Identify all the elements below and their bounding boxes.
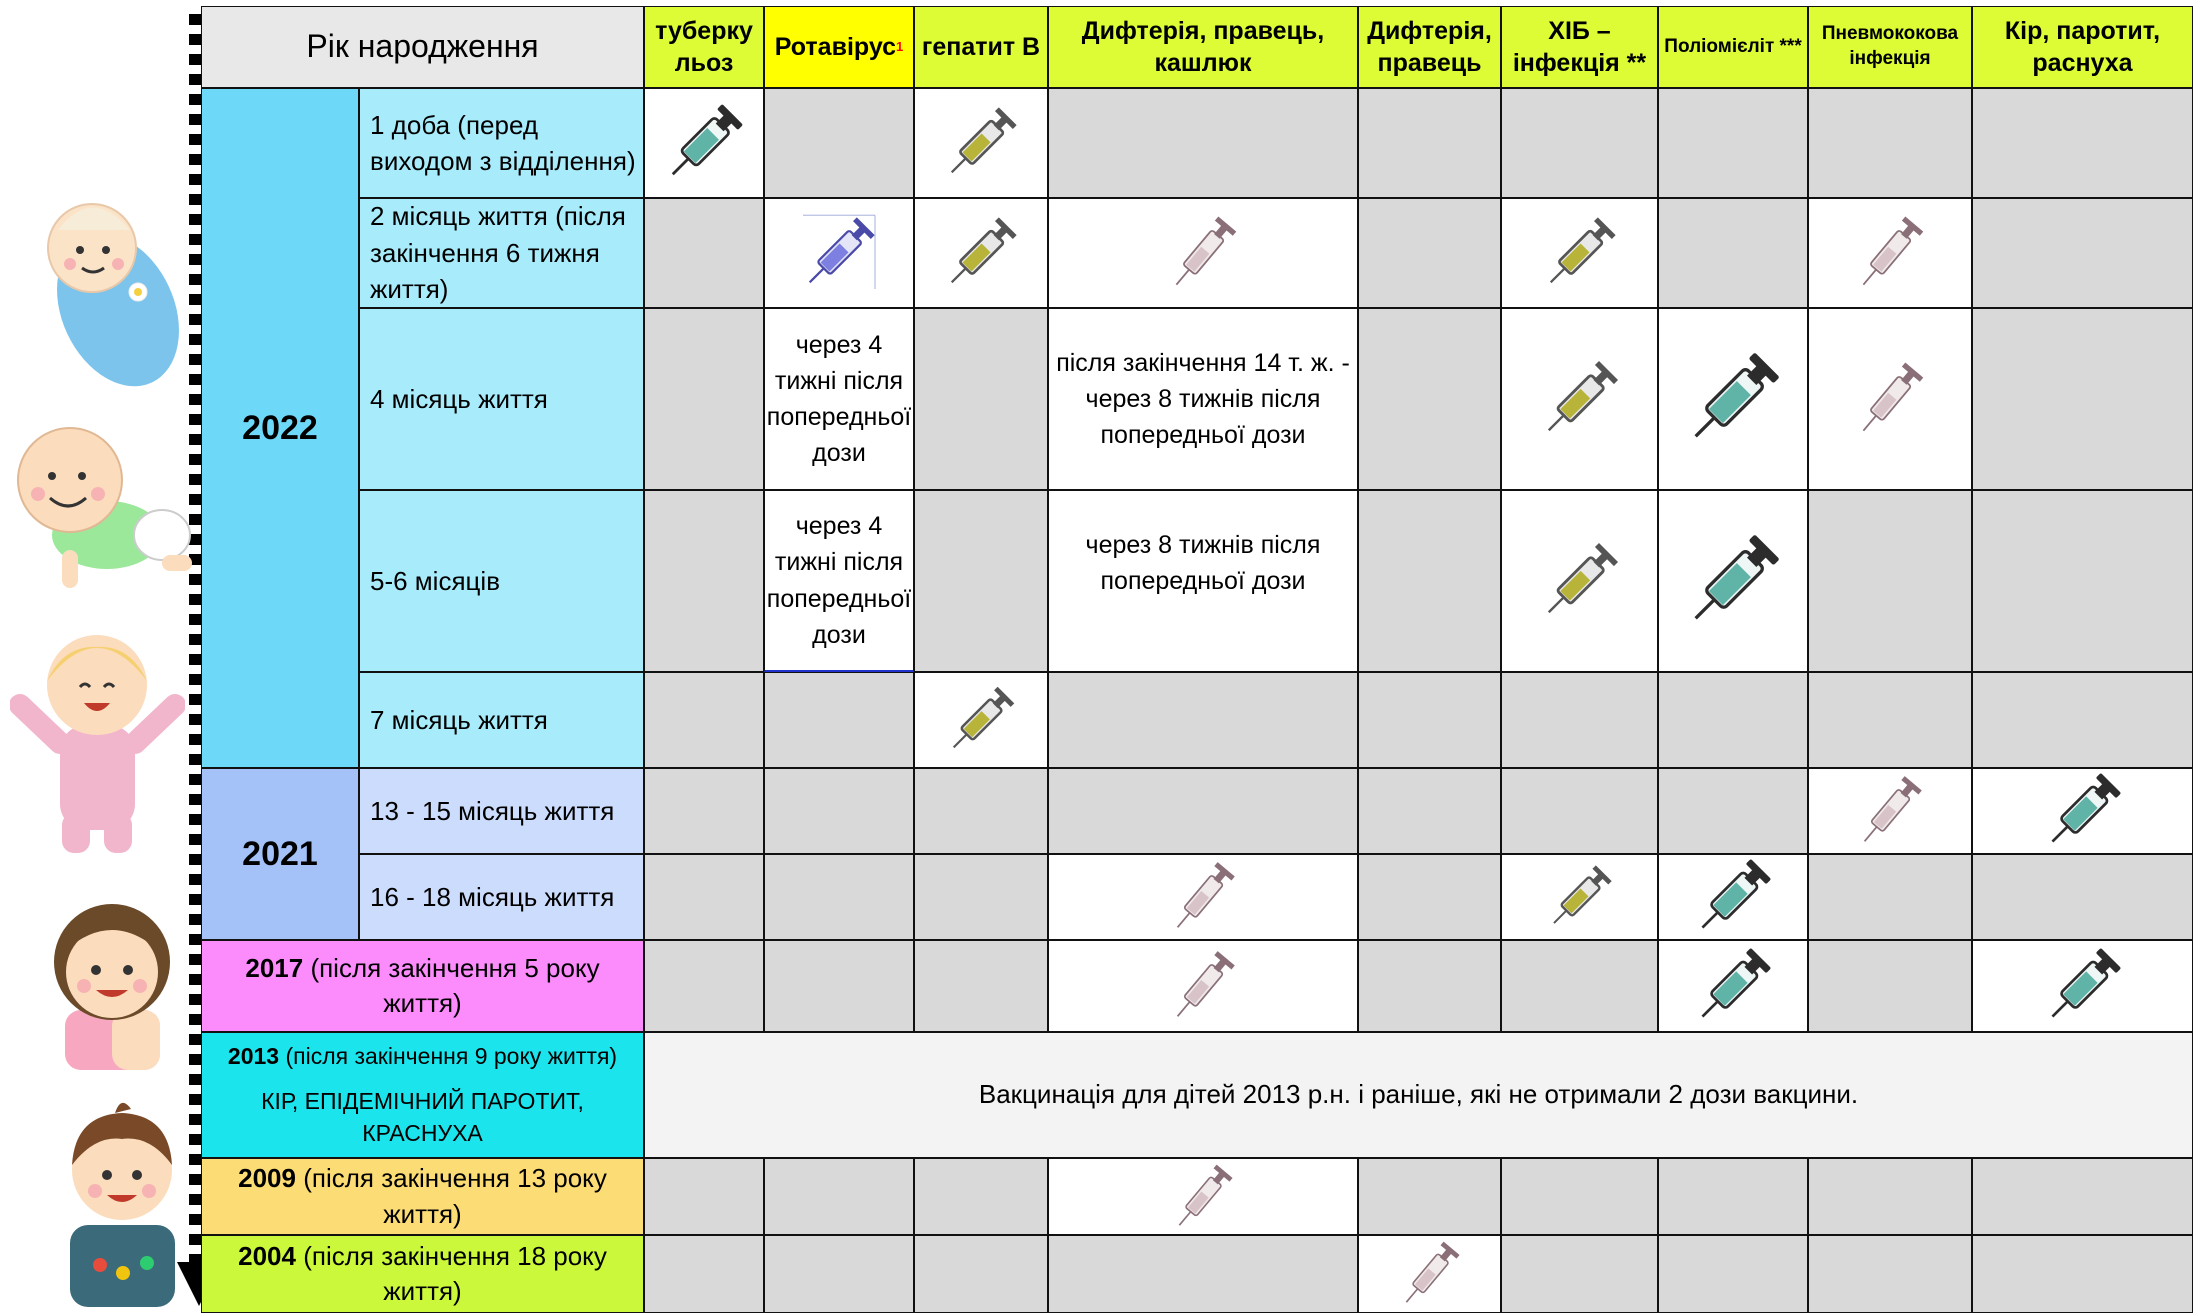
cell-m1618-tb bbox=[644, 854, 764, 940]
syringe-icon bbox=[658, 97, 750, 189]
cell-m7-tb bbox=[644, 672, 764, 768]
cell-m4-rota-note: через 4 тижні після попередньої дози bbox=[764, 308, 914, 490]
cell-2004-hepb bbox=[914, 1235, 1048, 1313]
cell-m56-hib bbox=[1501, 490, 1658, 672]
header-hepatitis-b: гепатит В bbox=[914, 6, 1048, 88]
syringe-icon bbox=[2038, 768, 2128, 854]
cell-m1315-pcv bbox=[1808, 768, 1972, 854]
cell-m7-mmr bbox=[1972, 672, 2193, 768]
cell-m2-tb bbox=[644, 198, 764, 308]
cell-m4-dt bbox=[1358, 308, 1501, 490]
cell-m56-dtp-note: через 8 тижнів після попередньої дози bbox=[1048, 490, 1358, 672]
syringe-icon bbox=[1678, 344, 1788, 454]
header-dtp: Дифтерія, правець, кашлюк bbox=[1048, 6, 1358, 88]
syringe-icon bbox=[1532, 351, 1628, 447]
cell-2009-hepb bbox=[914, 1158, 1048, 1235]
cell-day1-hepb bbox=[914, 88, 1048, 198]
row-2013-sub: КІР, ЕПІДЕМІЧНИЙ ПАРОТИТ, КРАСНУХА bbox=[261, 1088, 584, 1146]
cell-2009-dtp bbox=[1048, 1158, 1358, 1235]
crawling-baby-icon bbox=[12, 410, 202, 605]
cell-2017-rota bbox=[764, 940, 914, 1032]
cell-day1-dt bbox=[1358, 88, 1501, 198]
cell-m56-hepb bbox=[914, 490, 1048, 672]
age-month-4: 4 місяць життя bbox=[359, 308, 644, 490]
cell-day1-polio bbox=[1658, 88, 1808, 198]
rotavirus-footnote: 1 bbox=[896, 38, 904, 54]
row-2004-text bbox=[212, 1239, 633, 1309]
syringe-icon bbox=[1847, 768, 1933, 854]
cell-m1315-tb bbox=[644, 768, 764, 854]
cell-2017-dt bbox=[1358, 940, 1501, 1032]
year-2022: 2022 bbox=[201, 88, 359, 768]
cell-m7-dtp bbox=[1048, 672, 1358, 768]
age-month-16-18: 16 - 18 місяць життя bbox=[359, 854, 644, 940]
cell-day1-rota bbox=[764, 88, 914, 198]
cell-m4-mmr bbox=[1972, 308, 2193, 490]
cell-2017-pcv bbox=[1808, 940, 1972, 1032]
syringe-icon bbox=[1845, 208, 1935, 298]
syringe-icon bbox=[1532, 533, 1628, 629]
cell-2009-mmr bbox=[1972, 1158, 2193, 1235]
cell-m56-mmr bbox=[1972, 490, 2193, 672]
row-2013-year: 2013 bbox=[227, 1043, 280, 1070]
cell-2004-dt bbox=[1358, 1235, 1501, 1313]
cell-m2-dtp bbox=[1048, 198, 1358, 308]
cell-2009-polio bbox=[1658, 1158, 1808, 1235]
row-2004-note: (після закінчення 18 року життя) bbox=[303, 1240, 607, 1306]
age-month-7: 7 місяць життя bbox=[359, 672, 644, 768]
cell-m1618-dtp bbox=[1048, 854, 1358, 940]
syringe-icon bbox=[1160, 943, 1246, 1029]
cell-2017-hepb bbox=[914, 940, 1048, 1032]
cell-2004-polio bbox=[1658, 1235, 1808, 1313]
cell-m1618-rota bbox=[764, 854, 914, 940]
syringe-icon bbox=[1688, 941, 1778, 1031]
row-2017-note: (після закінчення 5 року життя) bbox=[310, 952, 600, 1018]
cell-day1-hib bbox=[1501, 88, 1658, 198]
header-tuberculosis: туберку льоз bbox=[644, 6, 764, 88]
cell-day1-tb bbox=[644, 88, 764, 198]
cell-m4-tb bbox=[644, 308, 764, 490]
row-2009-text bbox=[212, 1161, 633, 1231]
cell-2004-mmr bbox=[1972, 1235, 2193, 1313]
syringe-icon bbox=[936, 98, 1026, 188]
cell-2009-tb bbox=[644, 1158, 764, 1235]
cell-m4-hib bbox=[1501, 308, 1658, 490]
cell-m7-rota bbox=[764, 672, 914, 768]
cell-m1618-mmr bbox=[1972, 854, 2193, 940]
syringe-icon bbox=[2038, 941, 2128, 1031]
cell-m1315-hib bbox=[1501, 768, 1658, 854]
row-2004-year: 2004 bbox=[238, 1240, 296, 1271]
syringe-icon bbox=[939, 678, 1023, 762]
syringe-icon bbox=[1540, 857, 1620, 937]
row-2013-mmr-note: Вакцинація для дітей 2013 р.н. і раніше, які не отримали 2 дози вакцини. bbox=[644, 1032, 2193, 1158]
header-dt: Дифтерія, правець bbox=[1358, 6, 1501, 88]
header-rotavirus bbox=[764, 6, 914, 88]
header-rotavirus-label: Ротавірус bbox=[774, 32, 897, 61]
cell-m2-hepb bbox=[914, 198, 1048, 308]
row-2017-year: 2017 bbox=[245, 952, 304, 983]
row-2013-text bbox=[228, 1041, 617, 1072]
syringe-icon bbox=[1845, 354, 1935, 444]
cell-m7-hepb bbox=[914, 672, 1048, 768]
year-2021: 2021 bbox=[201, 768, 359, 940]
cell-m2-hib bbox=[1501, 198, 1658, 308]
header-hib: ХІБ – інфекція ** bbox=[1501, 6, 1658, 88]
boy-icon bbox=[55, 1095, 190, 1310]
syringe-icon bbox=[1160, 854, 1246, 940]
girl-icon bbox=[40, 890, 180, 1070]
cell-2004-rota bbox=[764, 1235, 914, 1313]
toddler-icon bbox=[10, 625, 185, 860]
cell-m1618-hepb bbox=[914, 854, 1048, 940]
cell-m1618-hib bbox=[1501, 854, 1658, 940]
cell-2017-hib bbox=[1501, 940, 1658, 1032]
cell-m1618-polio bbox=[1658, 854, 1808, 940]
row-2009-note: (після закінчення 13 року життя) bbox=[303, 1163, 607, 1229]
age-month-5-6: 5-6 місяців bbox=[359, 490, 644, 672]
header-polio: Поліомієліт *** bbox=[1658, 6, 1808, 88]
cell-m1315-rota bbox=[764, 768, 914, 854]
cell-day1-dtp bbox=[1048, 88, 1358, 198]
timeline-sidebar bbox=[0, 0, 200, 1311]
row-2004-label bbox=[201, 1235, 644, 1313]
cell-m1315-dt bbox=[1358, 768, 1501, 854]
cell-m1618-dt bbox=[1358, 854, 1501, 940]
cell-m1315-mmr bbox=[1972, 768, 2193, 854]
cell-m2-rota bbox=[764, 198, 914, 308]
cell-2009-pcv bbox=[1808, 1158, 1972, 1235]
syringe-icon bbox=[1688, 854, 1778, 940]
cell-m2-dt bbox=[1358, 198, 1501, 308]
syringe-icon bbox=[1678, 526, 1788, 636]
cell-m4-dtp-note: після закінчення 14 т. ж. - через 8 тижнів після попередньої дози bbox=[1048, 308, 1358, 490]
row-2013-note: (після закінчення 9 року життя) bbox=[285, 1043, 618, 1070]
cell-m56-rota-note: через 4 тижні після попередньої дози bbox=[764, 490, 914, 672]
syringe-icon bbox=[1390, 1235, 1470, 1313]
row-2009-label bbox=[201, 1158, 644, 1235]
cell-m4-hepb bbox=[914, 308, 1048, 490]
cell-m4-polio bbox=[1658, 308, 1808, 490]
cell-2004-dtp bbox=[1048, 1235, 1358, 1313]
cell-2009-hib bbox=[1501, 1158, 1658, 1235]
row-2013-label bbox=[201, 1032, 644, 1158]
age-month-13-15: 13 - 15 місяць життя bbox=[359, 768, 644, 854]
cell-m4-pcv bbox=[1808, 308, 1972, 490]
age-day-1: 1 доба (перед виходом з відділення) bbox=[359, 88, 644, 198]
cell-m7-dt bbox=[1358, 672, 1501, 768]
syringe-icon bbox=[1158, 208, 1248, 298]
cell-m2-polio bbox=[1658, 198, 1808, 308]
header-pneumococcal: Пневмококова інфекція bbox=[1808, 6, 1972, 88]
cell-m56-tb bbox=[644, 490, 764, 672]
cell-day1-mmr bbox=[1972, 88, 2193, 198]
cell-m7-hib bbox=[1501, 672, 1658, 768]
cell-2009-dt bbox=[1358, 1158, 1501, 1235]
cell-m2-pcv bbox=[1808, 198, 1972, 308]
cell-m56-dt bbox=[1358, 490, 1501, 672]
cell-m1618-pcv bbox=[1808, 854, 1972, 940]
age-month-2: 2 місяць життя (після закінчення 6 тижня життя) bbox=[359, 198, 644, 308]
header-birth-year: Рік народження bbox=[201, 6, 644, 88]
cell-2017-polio bbox=[1658, 940, 1808, 1032]
syringe-icon bbox=[1163, 1158, 1243, 1235]
cell-m2-mmr bbox=[1972, 198, 2193, 308]
cell-m7-polio bbox=[1658, 672, 1808, 768]
cell-2004-tb bbox=[644, 1235, 764, 1313]
row-2017-text bbox=[212, 951, 633, 1021]
cell-m1315-dtp bbox=[1048, 768, 1358, 854]
cell-2017-tb bbox=[644, 940, 764, 1032]
header-mmr: Кір, паротит, раснуха bbox=[1972, 6, 2193, 88]
cell-2004-pcv bbox=[1808, 1235, 1972, 1313]
cell-2017-dtp bbox=[1048, 940, 1358, 1032]
cell-day1-pcv bbox=[1808, 88, 1972, 198]
cell-m1315-polio bbox=[1658, 768, 1808, 854]
cell-2009-rota bbox=[764, 1158, 914, 1235]
syringe-icon bbox=[794, 208, 884, 298]
row-2017-label bbox=[201, 940, 644, 1032]
cell-m56-pcv bbox=[1808, 490, 1972, 672]
cell-m7-pcv bbox=[1808, 672, 1972, 768]
cell-m1315-hepb bbox=[914, 768, 1048, 854]
syringe-icon bbox=[1535, 208, 1625, 298]
vaccination-schedule-table bbox=[201, 6, 2193, 1311]
cell-m56-polio bbox=[1658, 490, 1808, 672]
cell-2017-mmr bbox=[1972, 940, 2193, 1032]
syringe-icon bbox=[936, 208, 1026, 298]
swaddled-baby-icon bbox=[30, 190, 190, 395]
cell-2004-hib bbox=[1501, 1235, 1658, 1313]
row-2009-year: 2009 bbox=[238, 1163, 296, 1194]
